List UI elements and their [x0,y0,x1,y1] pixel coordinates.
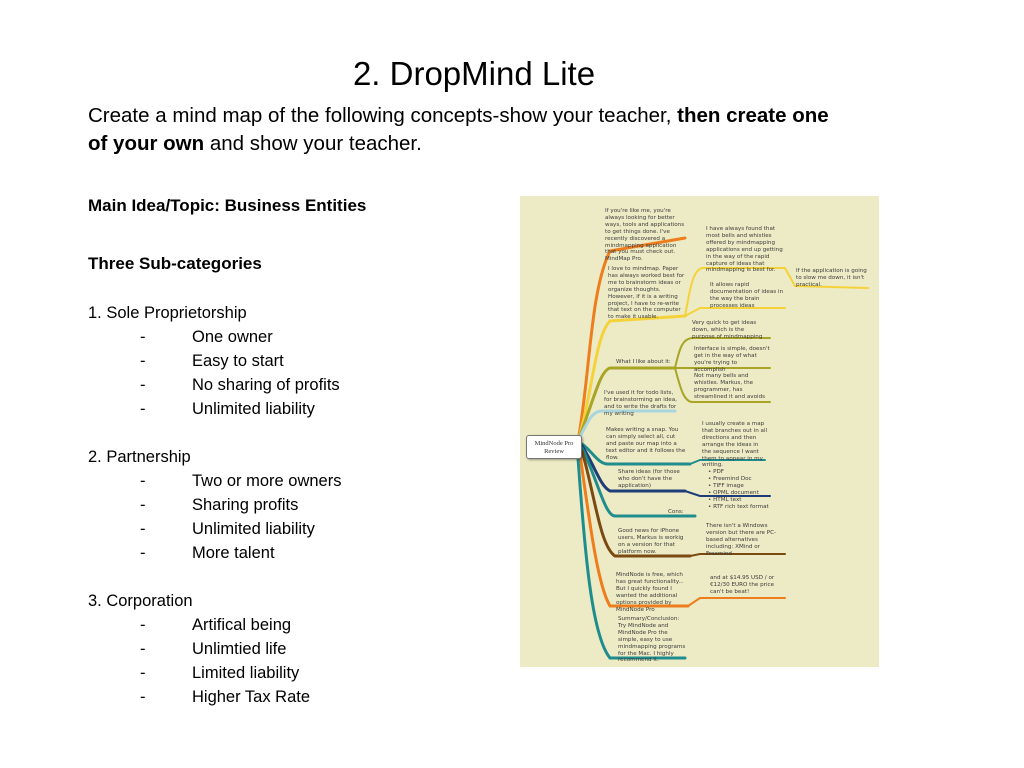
category-item [88,469,341,493]
category-item-text: Sharing profits [192,496,299,514]
mindmap-node-note: Good news for iPhone users, Markus is workig on a version for that platform now. [618,528,684,555]
subcategories-heading: Three Sub-categories [88,254,262,273]
mindmap-node-note: Not many bells and whistles. Markus, the programmer, has streamlined it and avoids [694,373,766,400]
bullet-dash: - [140,544,146,562]
category-item-text: One owner [192,328,273,346]
category-item-text: Unlimited liability [192,400,315,418]
mindmap-node-note: Share ideas (for those who don't have the application) [618,469,680,489]
branch-line [578,316,685,441]
category-item [88,397,340,421]
bullet-dash: - [140,616,146,634]
category-item [88,613,310,637]
mindmap-node-note: I usually create a map that branches out in all directions and then arrange the ideas in the sequence I want them to appear in my writing. [702,421,768,469]
bullet-dash: - [140,400,146,418]
category-block [88,589,310,709]
category-item-text: Unlimited liability [192,520,315,538]
mindmap-root-node: MindNode Pro Review [526,435,582,459]
mindmap-image [520,196,879,667]
category-block [88,445,341,565]
bullet-dash: - [140,664,146,682]
bullet-dash: - [140,496,146,514]
mindmap-branches [520,196,879,667]
category-item [88,637,310,661]
category-item [88,373,340,397]
category-item-text: Two or more owners [192,472,342,490]
main-idea-heading: Main Idea/Topic: Business Entities [88,196,367,215]
mindmap-node-note: If you're like me, you're always looking for better ways, tools and applications to get things done. I've recently discovered a mindmapping application that you must check out. MindMap Pro. [605,208,685,263]
category-item [88,541,341,565]
intro-paragraph [88,102,848,158]
category-item [88,349,340,373]
mindmap-node-note: • PDF • Freemind Doc • TIFF image • OPML document • HTML text • RTF rich text format [708,469,769,510]
bullet-dash: - [140,520,146,538]
category-item-text: More talent [192,544,275,562]
bullet-dash: - [140,328,146,346]
bullet-dash: - [140,688,146,706]
bullet-dash: - [140,352,146,370]
category-item-text: Unlimtied life [192,640,287,658]
mindmap-node-note: What I like about it: [616,359,671,365]
category-item-text: Artifical being [192,616,292,634]
category-name: 1. Sole Proprietorship [88,304,247,322]
mindmap-node-note: and at $14.95 USD / or €12/30 EURO the price can't be beat! [710,575,775,595]
category-item-text: Higher Tax Rate [192,688,311,706]
mindmap-node-note: Very quick to get ideas down, which is the purpose of mindmapping [692,320,763,340]
mindmap-node-note: Makes writing a snap. You can simply select all, cut and paste our map into a text editor and it follows the flow. [606,427,686,461]
mindmap-node-note: MindNode is free, which has great functionality... But I quickly found I wanted the additional options provided by MindNode Pro [616,572,684,613]
mindmap-node-note: I have always found that most bells and whistles offered by mindmapping applications end up getting in the way of the rapid capture of ideas that mindmapping is best for. [706,226,783,274]
branch-line [688,598,785,606]
category-item-text: Easy to start [192,352,284,370]
category-item [88,685,310,709]
bullet-dash: - [140,640,146,658]
mindmap-node-note: Summary/Conclusion: Try MindNode and MindNode Pro the simple, easy to use mindmapping programs for the Mac. I highly recommend it. [618,616,686,664]
mindmap-node-note: Interface is simple, doesn't get in the way of what you're trying to accomplish [694,346,770,373]
intro-text-1: Create a mind map of the following concepts-show your teacher, [88,104,678,127]
category-name: 2. Partnership [88,448,191,466]
mindmap-node-note: It allows rapid documentation of ideas in the way the brain processes ideas [710,282,784,309]
intro-bold-text: then create one of your own [88,104,829,155]
category-item [88,493,341,517]
mindmap-node-note: I've used it for todo lists, for brainstorming an idea, and to write the drafts for my writing [604,390,677,417]
mindmap-node-note: Cons: [668,509,684,515]
bullet-dash: - [140,472,146,490]
intro-text-2: and show your teacher. [204,132,422,155]
category-item-text: Limited liability [192,664,300,682]
mindmap-node-note: There isn't a Windows version but there are PC-based alternatives including: XMind or Freemind [706,523,777,557]
category-item [88,517,341,541]
category-item [88,325,340,349]
bullet-dash: - [140,376,146,394]
mindmap-node-note: If the application is going to slow me down, it isn't practical. [796,268,867,288]
category-item [88,661,310,685]
mindmap-node-note: I love to mindmap. Paper has always worked best for me to brainstorm ideas or organize thoughts. However, if it is a writing project, I have to re-write that text on the computer to make it usable. [608,266,685,321]
slide-title: 2. DropMind Lite [352,55,596,92]
category-item-text: No sharing of profits [192,376,340,394]
category-block [88,301,340,421]
category-name: 3. Corporation [88,592,193,610]
